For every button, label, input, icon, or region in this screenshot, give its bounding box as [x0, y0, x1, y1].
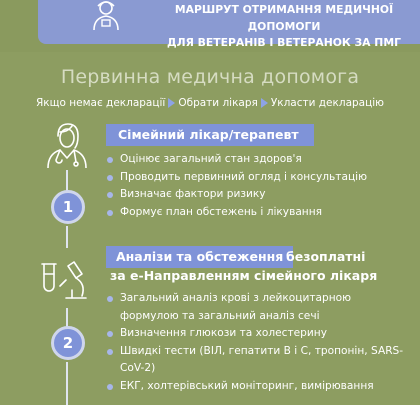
step-sign-declaration: Укласти декларацію — [270, 97, 385, 109]
block2-list — [104, 290, 404, 395]
block2-title-highlight: Аналізи та обстеження — [106, 246, 293, 268]
block1-list — [104, 151, 404, 221]
steps-breadcrumb — [0, 96, 420, 110]
block2-title-line2: за е-Направленням сімейного лікаря — [110, 268, 378, 283]
list-item: Формує план обстежень і лікування — [104, 204, 404, 222]
arrow-right-icon — [168, 98, 175, 108]
doctor-icon — [40, 122, 94, 168]
header-banner — [38, 0, 420, 49]
list-item: Загальний аналіз крові з лейкоцитарною формулою та загальний аналіз сечі — [104, 290, 404, 325]
list-item: Визначення глюкози та холестерину — [104, 325, 404, 343]
soldier-logo-icon — [80, 0, 132, 30]
block1-title: Сімейний лікар/терапевт — [106, 124, 314, 146]
list-item: Проводить первинний огляд і консультацію — [104, 169, 404, 187]
list-item: Визначає фактори ризику — [104, 186, 404, 204]
step-number-badge-1: 1 — [51, 190, 85, 224]
step-no-declaration: Якщо немає декларації — [35, 97, 166, 109]
page-title: МАРШРУТ ОТРИМАННЯ МЕДИЧНОЇ ДОПОМОГИ ДЛЯ ВЕТЕРАНІВ І ВЕТЕРАНОК ЗА ПМГ — [167, 3, 401, 49]
list-item: Швидкі тести (ВІЛ, гепатити В і С, тропонін, SARS-CoV-2) — [104, 343, 404, 378]
arrow-right-icon — [261, 98, 268, 108]
step-number-badge-2: 2 — [51, 326, 85, 360]
section-title: Первинна медична допомога — [60, 66, 360, 88]
timeline-line — [66, 362, 68, 405]
block2-title-rest: безоплатні — [286, 249, 366, 264]
list-item: Оцінює загальний стан здоров'я — [104, 151, 404, 169]
timeline-line — [66, 226, 68, 248]
list-item: ЕКГ, холтерівський моніторинг, вимірювання — [104, 378, 404, 396]
lab-flasks-microscope-icon — [38, 258, 94, 306]
timeline-line — [66, 170, 68, 192]
timeline-line — [66, 308, 68, 328]
step-choose-doctor: Обрати лікаря — [178, 97, 258, 109]
